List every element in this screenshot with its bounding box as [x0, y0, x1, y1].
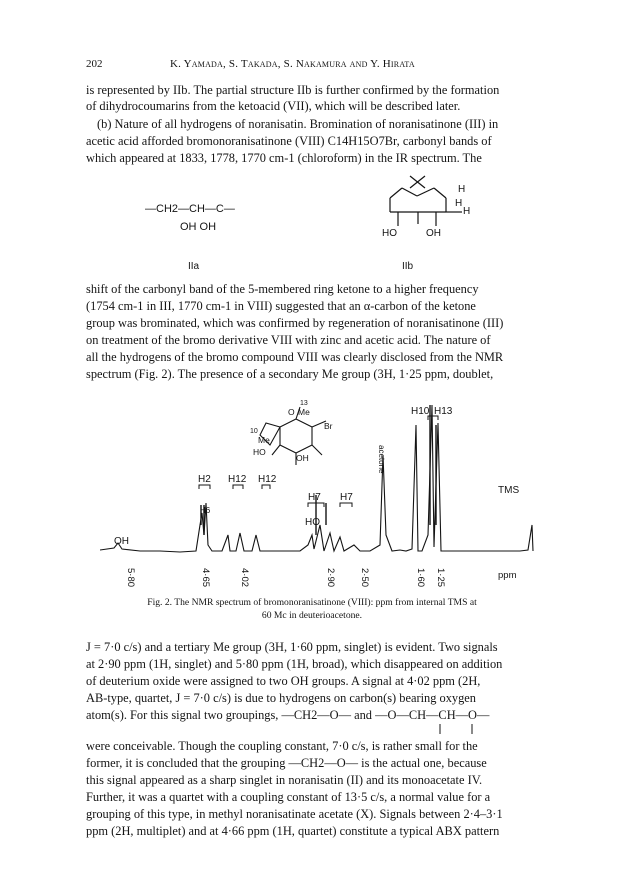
- molecule-label: HO: [253, 447, 266, 457]
- text-line: of dihydrocoumarins from the ketoacid (VII), which will be described later.: [86, 99, 461, 113]
- structure-IIa-chain: —CH2—CH—C—: [145, 203, 235, 215]
- peak-label-h12: H12: [258, 474, 277, 485]
- peak-label-tms: TMS: [498, 485, 520, 496]
- molecule-label: Me: [298, 407, 310, 417]
- text-line: AB-type, quartet, J = 7·0 c/s) is due to hydrogens on carbon(s) bearing oxygen: [86, 691, 476, 705]
- tick-label: 1·60: [415, 568, 426, 588]
- molecule-label: Me: [258, 435, 270, 445]
- peak-label-h7: H7: [340, 492, 353, 503]
- text-line: were conceivable. Though the coupling constant, 7·0 c/s, is rather small for the: [86, 739, 478, 753]
- peak-label-acetone: acetone: [377, 445, 386, 474]
- structure-IIa-label: IIa: [188, 261, 200, 272]
- axis-unit: ppm: [498, 570, 517, 581]
- text-line: acetic acid afforded bromonoranisatinone (VIII) C14H15O7Br, carbonyl bands of: [86, 134, 492, 148]
- tick-label: 5·80: [125, 568, 136, 588]
- running-header-authors: K. Yamada, S. Takada, S. Nakamura and Y. Hirata: [170, 58, 415, 70]
- tick-label: 2·50: [359, 568, 370, 588]
- text-line: this signal appeared as a sharp singlet in noranisatin (II) and its monoacetate IV.: [86, 773, 483, 787]
- text-line: ppm (2H, multiplet) and at 4·66 ppm (1H, quartet) constitute a typical ABX pattern: [86, 824, 500, 838]
- peak-label-h12: H12: [228, 474, 247, 485]
- structure-IIb-h2: H: [455, 198, 463, 209]
- text-line: group was brominated, which was confirmed by regeneration of noranisatinone (III): [86, 316, 504, 330]
- tick-label: 1·25: [435, 568, 446, 588]
- text-line: all the hydrogens of the bromo compound VIII was clearly disclosed from the NMR: [86, 350, 504, 364]
- peak-label-h7: H7: [308, 492, 321, 503]
- structure-IIa-oh-groups: OH OH: [180, 221, 217, 233]
- structure-IIb-h3: H: [463, 206, 471, 217]
- text-line: of deuterium oxide were assigned to two OH groups. A signal at 4·02 ppm (2H,: [86, 674, 481, 688]
- tick-label: 2·90: [325, 568, 336, 588]
- tick-label: 4·65: [200, 568, 211, 588]
- peak-label-h13: H13: [434, 406, 453, 417]
- text-line: spectrum (Fig. 2). The presence of a secondary Me group (3H, 1·25 ppm, doublet,: [86, 367, 494, 381]
- molecule-label: 13: [300, 400, 308, 407]
- text-line: (1754 cm-1 in III, 1770 cm-1 in VIII) suggested that an α-carbon of the ketone: [86, 299, 476, 313]
- structure-IIb-oh: OH: [426, 228, 441, 239]
- peak-label-h2: H2: [198, 474, 211, 485]
- figure-caption-line-1: Fig. 2. The NMR spectrum of bromonoranisatinone (VIII): ppm from internal TMS at: [147, 597, 477, 608]
- molecule-label: 10: [250, 428, 258, 435]
- text-line: which appeared at 1833, 1778, 1770 cm-1 (chloroform) in the IR spectrum. The: [86, 151, 482, 165]
- text-line: grouping of this type, in methyl noranisatinate acetate (X). Signals between 2·4–3·1: [86, 807, 503, 821]
- molecule-label: O: [288, 407, 295, 417]
- structure-IIb-ho: HO: [382, 228, 397, 239]
- figure-caption-line-2: 60 Mc in deuterioacetone.: [261, 610, 363, 621]
- formula-vertical-bonds: [410, 722, 500, 736]
- text-line: on treatment of the bromo derivative VIII with zinc and acetic acid. The nature of: [86, 333, 491, 347]
- molecule-label: Br: [324, 421, 333, 431]
- peak-label-ho: HO: [305, 517, 320, 528]
- structure-IIb-label: IIb: [402, 261, 414, 272]
- peak-label-oh: OH: [114, 536, 129, 547]
- structure-IIb-h1: H: [458, 184, 466, 195]
- text-line: shift of the carbonyl band of the 5-membered ring ketone to a higher frequency: [86, 282, 479, 296]
- page-number: 202: [86, 58, 103, 70]
- peak-label-h6: H6: [200, 506, 211, 515]
- text-line: at 2·90 ppm (1H, singlet) and 5·80 ppm (1H, broad), which disappeared on addition: [86, 657, 503, 671]
- text-line: Further, it was a quartet with a coupling constant of 13·5 c/s, a normal value for a: [86, 790, 491, 804]
- tick-label: 4·02: [239, 568, 250, 588]
- text-line: (b) Nature of all hydrogens of noranisatin. Bromination of noranisatinone (III) in: [97, 117, 499, 131]
- text-line: former, it is concluded that the grouping —CH2—O— is the actual one, because: [86, 756, 487, 770]
- peak-label-h10: H10: [411, 406, 430, 417]
- text-line: atom(s). For this signal two groupings, —CH2—O— and —O—CH—CH—O—: [86, 708, 490, 722]
- nmr-spectrum-figure: [100, 385, 550, 595]
- molecule-label: OH: [296, 453, 309, 463]
- text-line: J = 7·0 c/s) and a tertiary Me group (3H, 1·60 ppm, singlet) is evident. Two signals: [86, 640, 498, 654]
- text-line: is represented by IIb. The partial structure IIb is further confirmed by the formation: [86, 83, 500, 97]
